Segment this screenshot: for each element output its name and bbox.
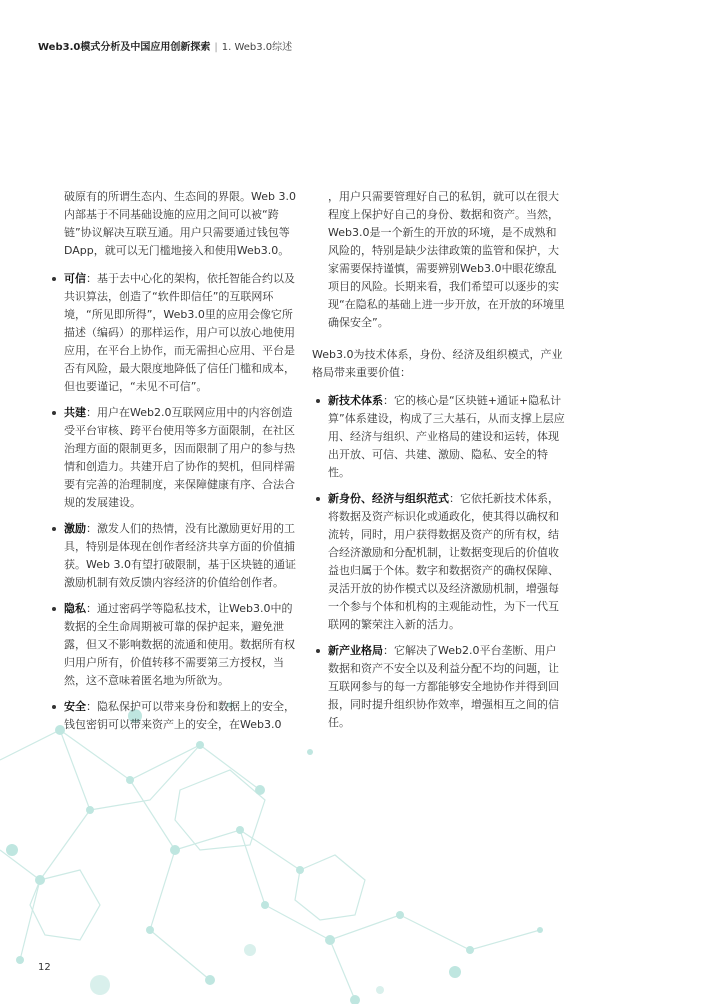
bullet-text: ：它依托新技术体系，将数据及资产标识化或通政化，使其得以确权和流转，同时，用户获得数据及资产的所有权，结合经济激励和分配机制，让数据变现后的价值收益也归属于个体。数字和数据资产的确权保障、灵活开放的协作模式以及经济激励机制，增强每一个参与个体和机构的主观能动性，为下一代互联网的繁荣注入新的活力。	[328, 492, 559, 631]
bullet-text: ：隐私保护可以带来身份和数据上的安全，钱包密钥可以带来资产上的安全，在Web3.0	[64, 700, 295, 731]
bullet-dot	[316, 649, 320, 653]
section-title: 1. Web3.0综述	[221, 42, 293, 53]
bullet-dot	[52, 705, 56, 709]
left-continuation-text: 破原有的所谓生态内、生态间的界限。Web 3.0内部基于不同基础设施的应用之间可以被“跨链”协议解决互联互通。用户只需要通过钱包等DApp，就可以无门槛地接入和使用Web3.0。	[64, 190, 296, 257]
value-intro: Web3.0为技术体系，身份、经济及组织模式，产业格局带来重要价值：	[312, 348, 563, 379]
bullet-term: 安全	[64, 700, 86, 713]
bullet-term: 共建	[64, 406, 86, 419]
bullet-term: 新技术体系	[328, 394, 383, 407]
page-number: 12	[38, 962, 51, 973]
bullet-security	[48, 698, 298, 734]
right-column	[312, 188, 566, 732]
bullet-dot	[316, 399, 320, 403]
bullet-new-industry	[312, 642, 566, 732]
right-continuation-text: ，用户只需要管理好自己的私钥，就可以在很大程度上保护好自己的身份、数据和资产。当然，Web3.0是一个新生的开放的环境，是不成熟和风险的，特别是缺少法律政策的监管和保护，大家需要保持谨慎，需要辨别Web3.0中眼花缭乱项目的风险。长期来看，我们希望可以逐步的实现“在隐私的基础上进一步开放，在开放的环境里确保安全”。	[328, 190, 565, 329]
bullet-incentive	[48, 520, 298, 592]
bullet-dot	[316, 497, 320, 501]
bullet-co-build	[48, 404, 298, 512]
report-title: Web3.0模式分析及中国应用创新探索	[38, 42, 211, 53]
bullet-term: 隐私	[64, 602, 86, 615]
bullet-trusted	[48, 270, 298, 396]
bullet-term: 新产业格局	[328, 644, 383, 657]
bullet-text: ：用户在Web2.0互联网应用中的内容创造受平台审核、跨平台使用等多方面限制，在社区治理方面的限制更多，因而限制了用户的参与热情和创造力。共建开启了协作的契机，但同样需要有完善的治理制度，来保障健康有序、合法合规的发展建设。	[64, 406, 295, 509]
bullet-new-tech-system	[312, 392, 566, 482]
bullet-term: 新身份、经济与组织范式	[328, 492, 449, 505]
bullet-new-paradigm	[312, 490, 566, 634]
bullet-text: ：通过密码学等隐私技术，让Web3.0中的数据的全生命周期被可靠的保护起来，避免泄露，但又不影响数据的流通和使用。数据所有权归用户所有，价值转移不需要第三方授权，当然，这不意味着匿名地为所欲为。	[64, 602, 295, 687]
bullet-dot	[52, 411, 56, 415]
bullet-dot	[52, 277, 56, 281]
bullet-privacy	[48, 600, 298, 690]
bullet-dot	[52, 527, 56, 531]
left-column	[48, 188, 298, 734]
bullet-text: ：它的核心是“区块链+通证+隐私计算”体系建设，构成了三大基石，从而支撑上层应用、经济与组织、产业格局的建设和运转，体现出开放、可信、共建、激励、隐私、安全的特性。	[328, 394, 565, 479]
bullet-term: 激励	[64, 522, 86, 535]
header-separator: |	[214, 42, 218, 53]
bullet-text: ：它解决了Web2.0平台垄断、用户数据和资产不安全以及利益分配不均的问题，让互联网参与的每一方都能够安全地协作并得到回报，同时提升组织协作效率，增强相互之间的信任。	[328, 644, 559, 729]
bullet-dot	[52, 607, 56, 611]
bullet-text: ：激发人们的热情，没有比激励更好用的工具，特别是体现在创作者经济共享方面的价值捕获。Web 3.0有望打破限制，基于区块链的通证激励机制有效反馈内容经济的价值给创作者。	[64, 522, 296, 589]
bullet-text: ：基于去中心化的架构，依托智能合约以及共识算法，创造了“软件即信任”的互联网环境，“所见即所得”，Web3.0里的应用会像它所描述（编码）的那样运作，用户可以放心地使用应用，在平台上协作，而无需担心应用、平台是否有风险，最大限度地降低了信任门槛和成本，但也要谨记，“未见不可信”。	[64, 272, 295, 393]
bullet-term: 可信	[64, 272, 86, 285]
